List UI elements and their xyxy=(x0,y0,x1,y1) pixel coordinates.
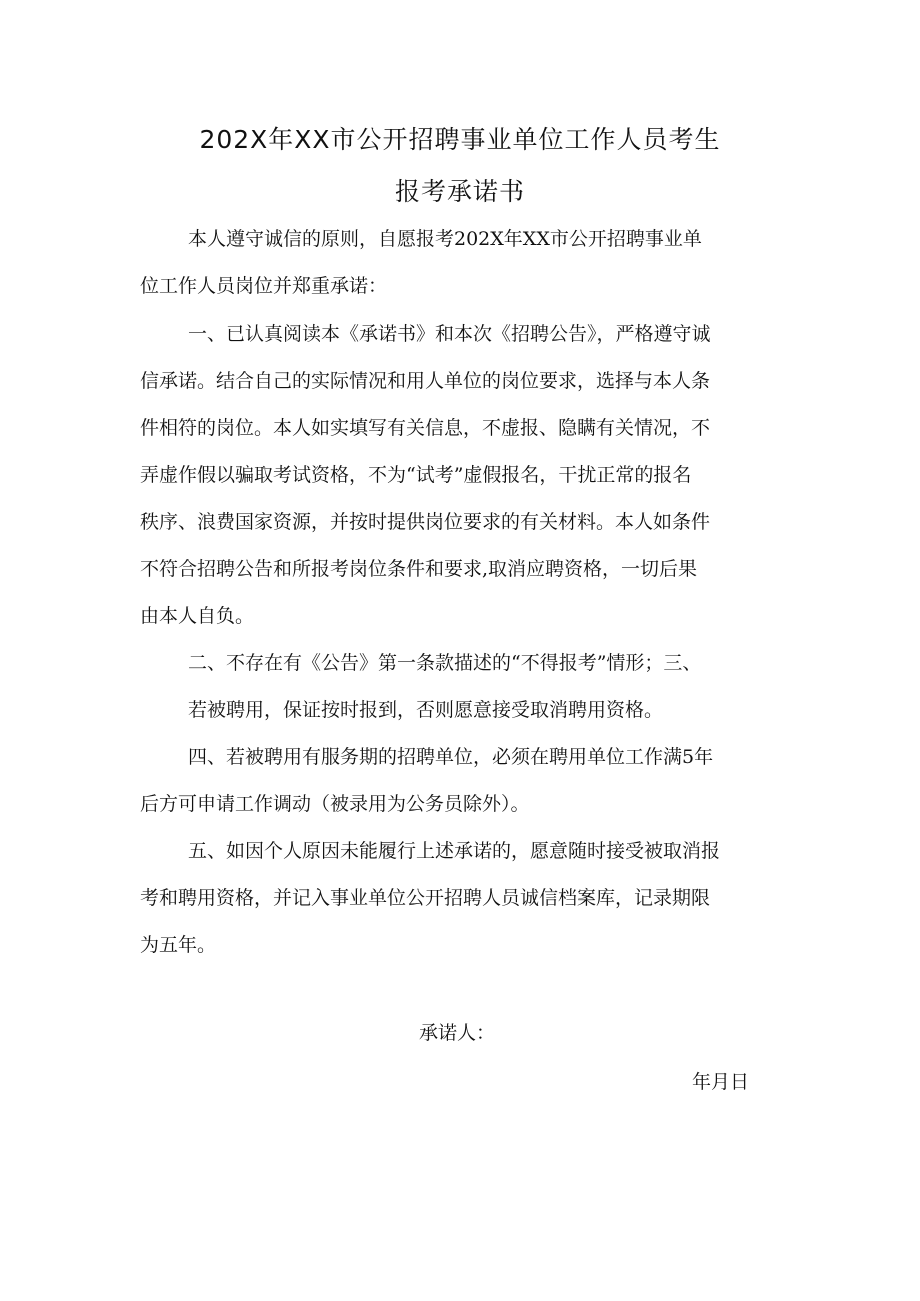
body-line: 由本人自负。 xyxy=(140,605,255,627)
body-line: 考和聘用资格，并记入事业单位公开招聘人员诚信档案库，记录期限 xyxy=(140,887,711,909)
body-line: 四、若被聘用有服务期的招聘单位，必须在聘用单位工作满5年 xyxy=(188,746,714,768)
body-line: 后方可申请工作调动（被录用为公务员除外）。 xyxy=(140,793,530,815)
document-subtitle: 报考承诺书 xyxy=(394,177,525,206)
date-label: 年月日 xyxy=(692,1071,750,1093)
body-line: 件相符的岗位。本人如实填写有关信息，不虚报、隐瞒有关情况，不 xyxy=(140,417,711,439)
signature-label: 承诺人： xyxy=(419,1022,496,1044)
body-line: 弄虚作假以骗取考试资格，不为“试考”虚假报名，干扰正常的报名 xyxy=(140,464,692,486)
body-line: 若被聘用，保证按时报到，否则愿意接受取消聘用资格。 xyxy=(188,699,664,721)
body-line: 秩序、浪费国家资源，并按时提供岗位要求的有关材料。本人如条件 xyxy=(140,511,711,533)
body-line: 为五年。 xyxy=(140,934,217,956)
body-line: 五、如因个人原因未能履行上述承诺的，愿意随时接受被取消报 xyxy=(188,840,721,862)
body-line: 不符合招聘公告和所报考岗位条件和要求,取消应聘资格，一切后果 xyxy=(140,558,698,580)
body-line: 位工作人员岗位并郑重承诺： xyxy=(140,275,388,297)
body-line: 一、已认真阅读本《承诺书》和本次《招聘公告》，严格遵守诚 xyxy=(188,323,711,345)
body-line: 本人遵守诚信的原则，自愿报考202X年XX市公开招聘事业单 xyxy=(188,228,702,250)
body-line: 二、不存在有《公告》第一条款描述的“不得报考”情形；三、 xyxy=(188,652,702,674)
document-title: 202X年XX市公开招聘事业单位工作人员考生 xyxy=(199,125,721,154)
body-line: 信承诺。结合自己的实际情况和用人单位的岗位要求，选择与本人条 xyxy=(140,370,711,392)
